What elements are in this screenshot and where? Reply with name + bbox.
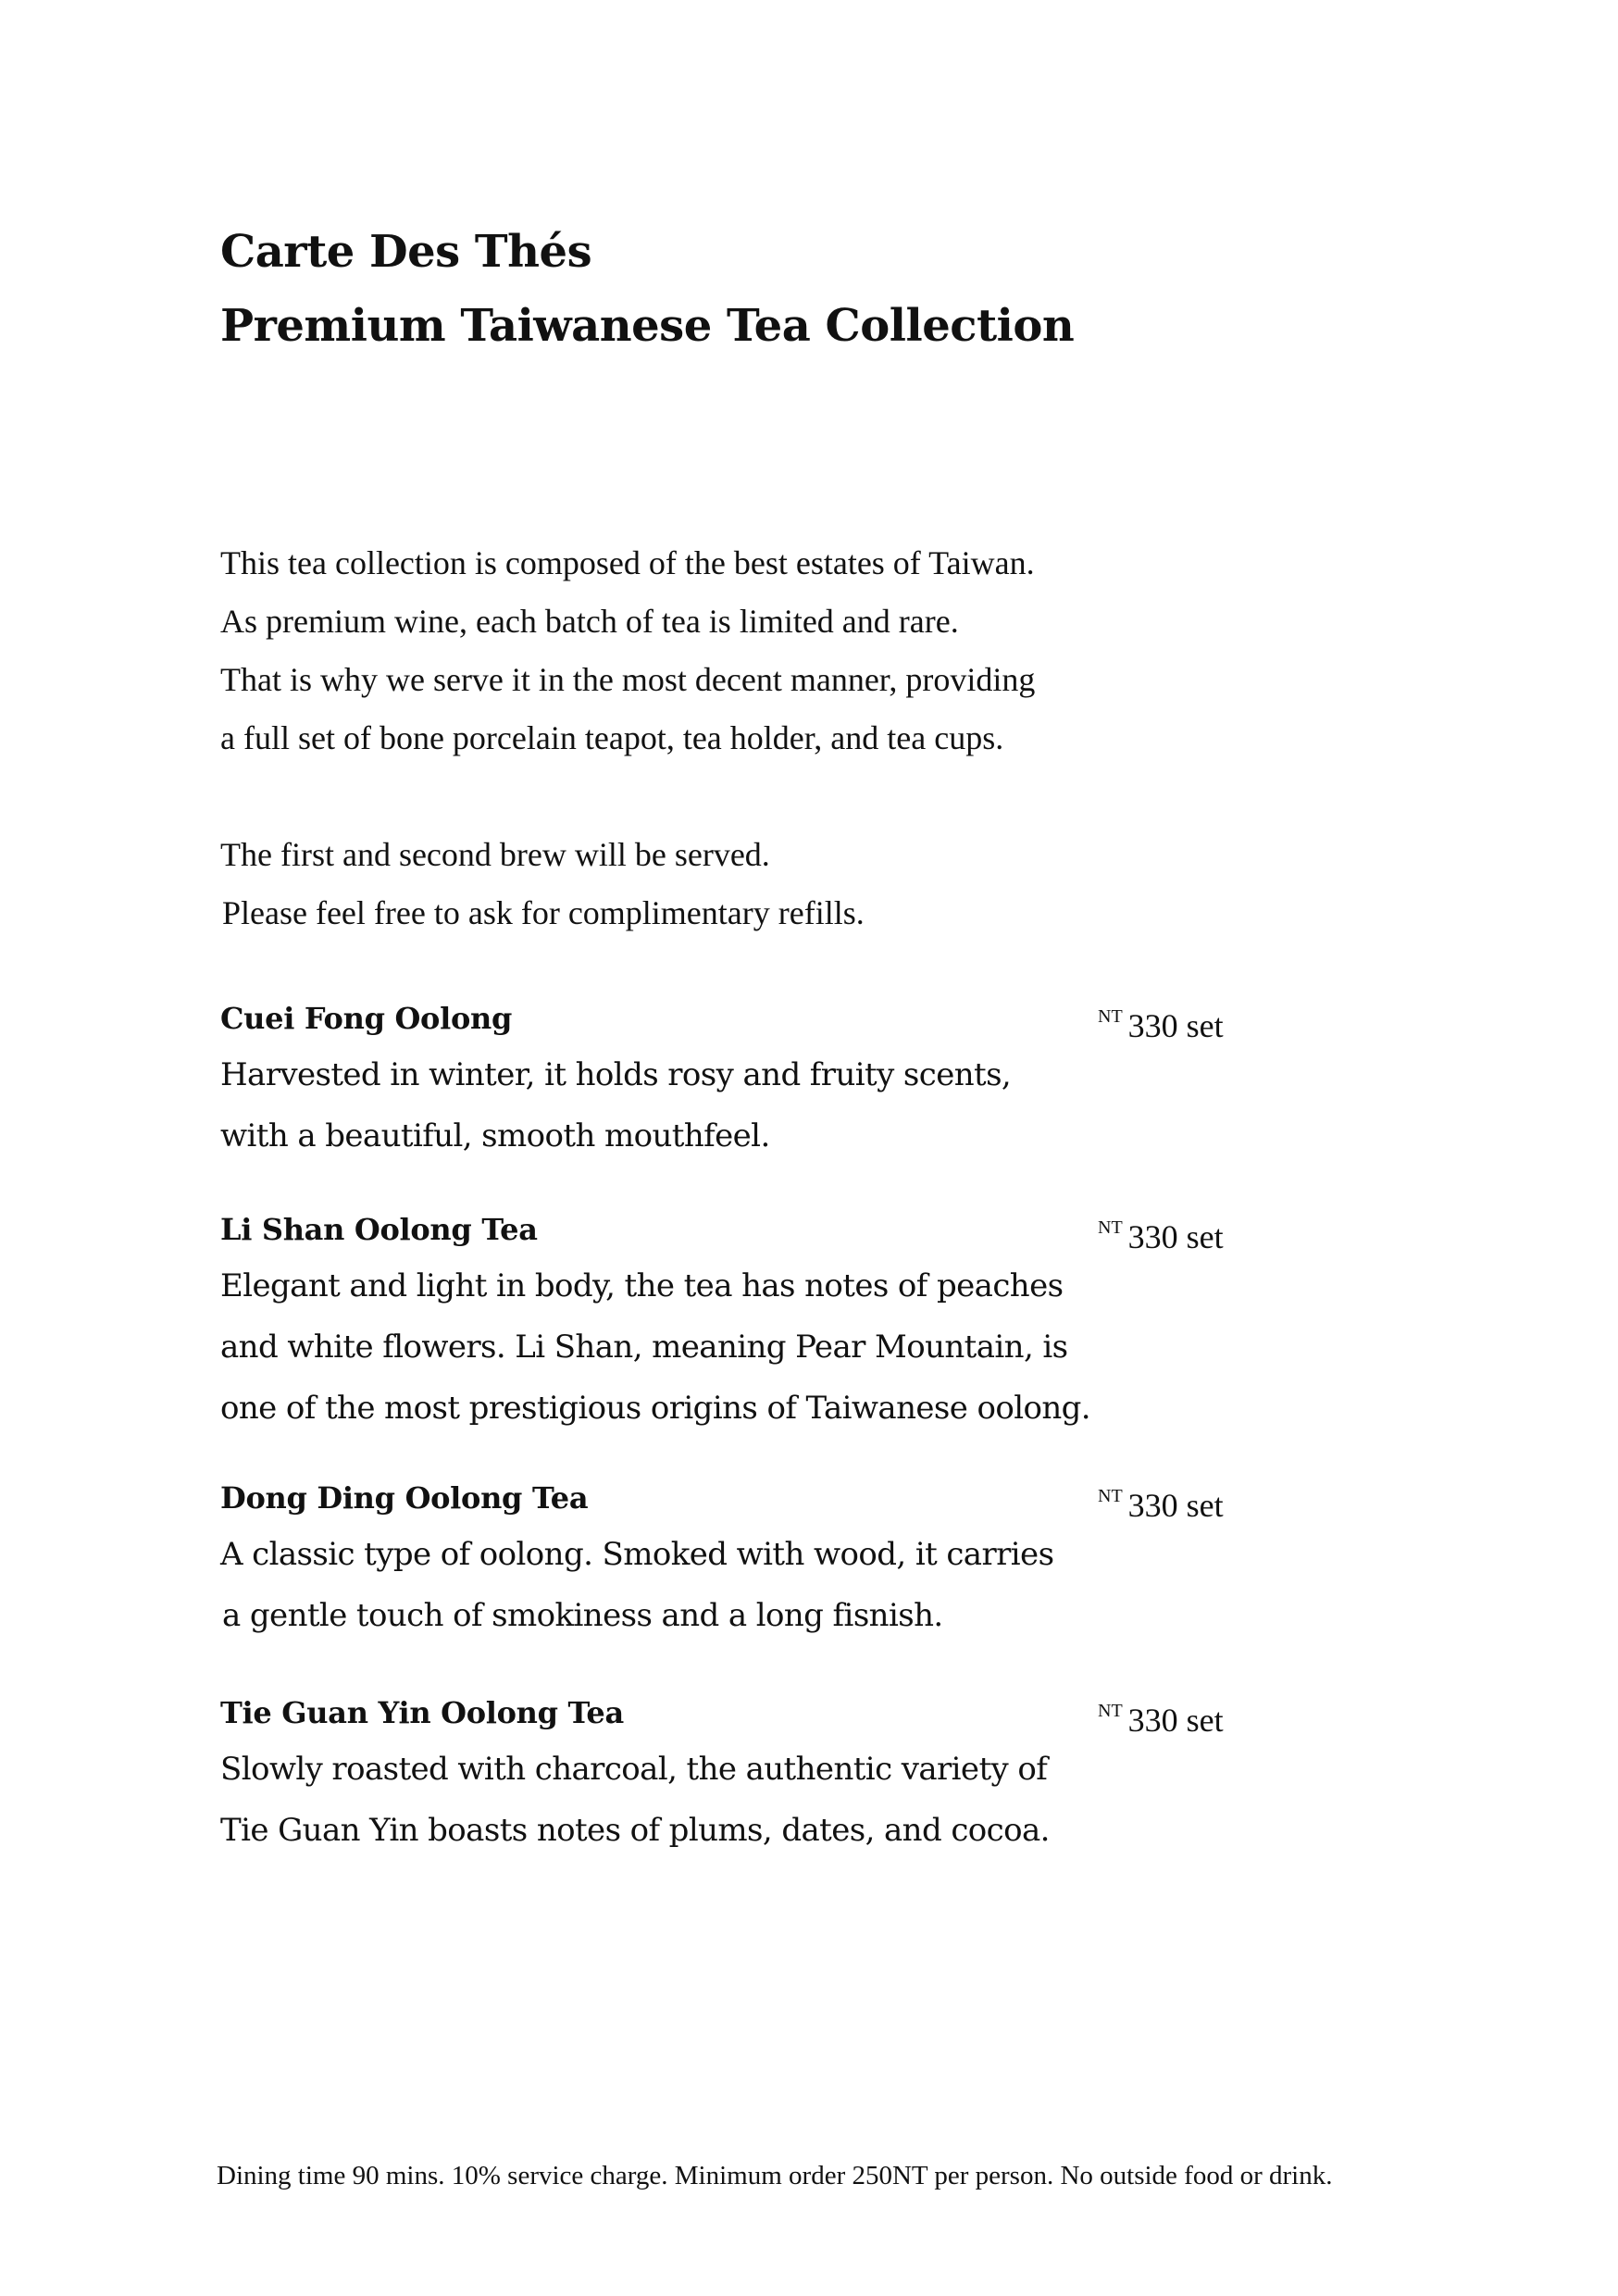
price-value: 330 set [1127,1702,1224,1739]
price-currency: NT [1098,1486,1123,1506]
menu-item-name: Dong Ding Oolong Tea [220,1480,589,1516]
price-value: 330 set [1127,1007,1224,1044]
page-subtitle: Premium Taiwanese Tea Collection [220,300,1075,352]
intro-line: As premium wine, each batch of tea is limited and rare. [220,603,959,640]
description-line: and white flowers. Li Shan, meaning Pear Mountain, is [220,1329,1068,1366]
menu-item-li-shan [220,1204,1238,1439]
menu-item-price [1098,1685,1224,1746]
description-line: with a beautiful, smooth mouthfeel. [220,1117,770,1154]
menu-item-description [220,1255,1238,1439]
description-line: Slowly roasted with charcoal, the authentic variety of [220,1751,1048,1788]
page-title: Carte Des Thés [220,226,592,278]
paragraph-spacer [220,767,1035,826]
price-currency: NT [1098,1701,1123,1721]
menu-item-name: Cuei Fong Oolong [220,1001,513,1036]
price-value: 330 set [1127,1218,1224,1255]
menu-item-description [220,1044,1238,1167]
intro-line: The first and second brew will be served. [220,836,770,873]
menu-item-dong-ding [220,1472,1238,1646]
description-line: Tie Guan Yin boasts notes of plums, dates, and cocoa. [220,1812,1050,1849]
title-block [220,215,1074,363]
menu-item-cuei-fong [220,992,1238,1167]
menu-item-tie-guan-yin [220,1687,1238,1861]
price-value: 330 set [1127,1487,1224,1524]
menu-item-name: Li Shan Oolong Tea [220,1212,538,1247]
description-line: A classic type of oolong. Smoked with wood, it carries [220,1536,1054,1573]
menu-item-description [220,1524,1238,1646]
description-line: a gentle touch of smokiness and a long fisnish. [222,1597,943,1634]
menu-item-price [1098,1202,1224,1263]
intro-line: That is why we serve it in the most decent manner, providing [220,661,1036,698]
description-line: Harvested in winter, it holds rosy and fruity scents, [220,1056,1012,1093]
price-currency: NT [1098,1217,1123,1238]
intro-line: a full set of bone porcelain teapot, tea holder, and tea cups. [220,719,1004,756]
description-line: one of the most prestigious origins of Taiwanese oolong. [220,1390,1091,1427]
price-currency: NT [1098,1006,1123,1027]
intro-line: This tea collection is composed of the best estates of Taiwan. [220,544,1035,581]
description-line: Elegant and light in body, the tea has notes of peaches [220,1267,1064,1304]
menu-item-price [1098,1470,1224,1531]
menu-item-description [220,1739,1238,1861]
footer-note: Dining time 90 mins. 10% service charge. Minimum order 250NT per person. No outside food or drink. [217,2161,1333,2190]
menu-item-price [1098,991,1224,1052]
intro-line: Please feel free to ask for complimentary refills. [222,894,865,931]
intro-text [220,534,1035,942]
menu-item-name: Tie Guan Yin Oolong Tea [220,1695,624,1730]
